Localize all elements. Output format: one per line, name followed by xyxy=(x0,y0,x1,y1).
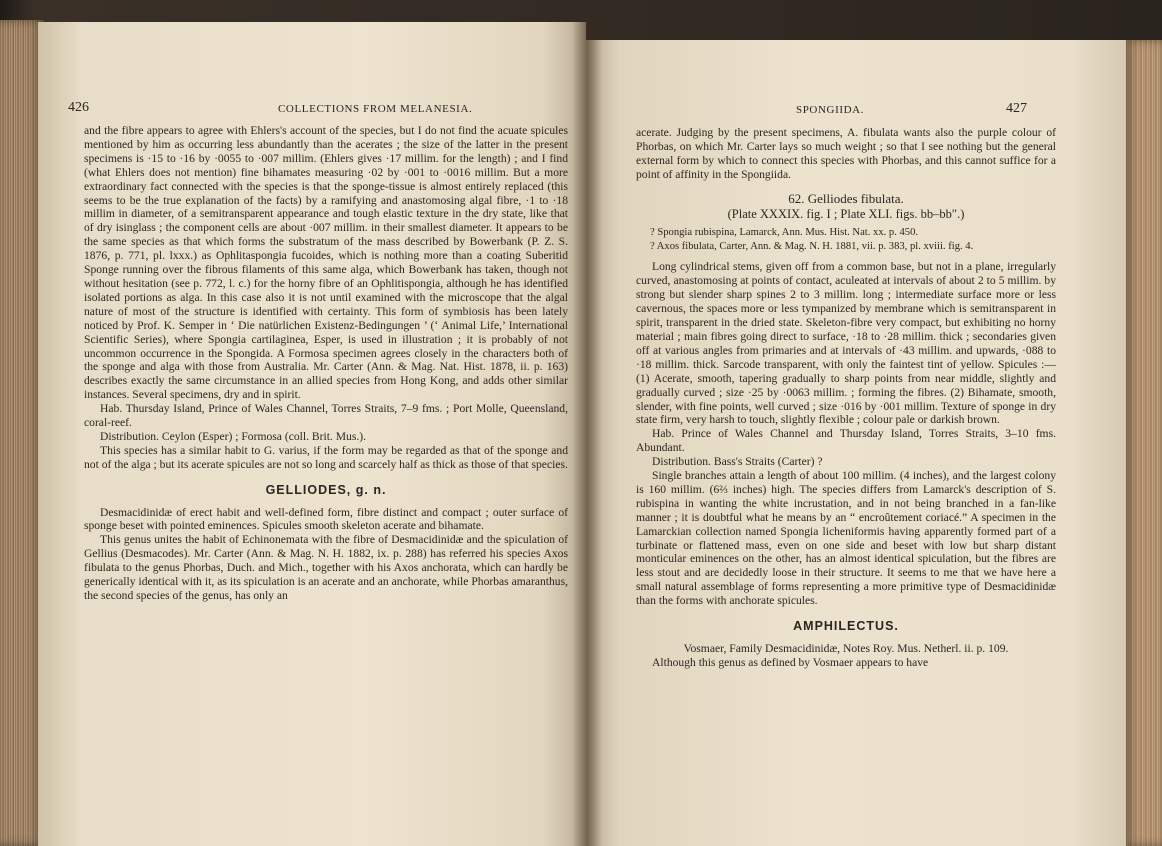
running-head-right: SPONGIIDA. xyxy=(796,104,865,116)
paragraph: Long cylindrical stems, given off from a common base, but not in a plane, irregularly curved, anastomosing at points of contact, aculeated at intervals of about 2 to 5 millim. by strong but slender sharp spines 2 to 3 millim. long ; intermediate surface more or less cavernous, the spaces more or less tympanized by membrane which is semitransparent in spirit, transparent in the dried state. Skeleton-fibre very compact, but exhibiting no horny material ; main fibres going direct to surface, ·18 to ·28 millim. thick ; secondaries given off at various angles from primaries and at intervals of ·43 millim. and upwards, ·088 to ·18 millim. thick. Sarcode transparent, with only the faintest tint of yellow. Spicules :—(1) Acerate, smooth, tapering gradually to sharp points from near middle, slightly and gradually curved ; size ·25 by ·0063 millim. ; forming the fibres. (2) Bihamate, smooth, slender, with fine points, well curved ; size ·016 by ·001 millim. Texture of sponge in dry state firm, very harsh to touch, slightly flexible ; colour pale or darkish brown. xyxy=(636,260,1056,427)
habitat-line: Hab. Thursday Island, Prince of Wales Channel, Torres Straits, 7–9 fms. ; Port Molle, Queensland, coral-reef. xyxy=(84,402,568,430)
page-number-left: 426 xyxy=(68,100,89,115)
synonym: ? Axos fibulata, Carter, Ann. & Mag. N. H. 1881, vii. p. 383, pl. xviii. fig. 4. xyxy=(650,240,974,252)
left-text-column xyxy=(84,124,568,603)
right-text-column xyxy=(636,126,1056,670)
distribution-line: Distribution. Ceylon (Esper) ; Formosa (coll. Brit. Mus.). xyxy=(100,429,366,443)
synonym: ? Spongia rubispina, Lamarck, Ann. Mus. Hist. Nat. xx. p. 450. xyxy=(650,227,919,239)
paragraph: Although this genus as defined by Vosmaer appears to have xyxy=(652,655,929,669)
paragraph: Desmacidinidæ of erect habit and well-defined form, fibre distinct and compact ; outer surface of sponge beset with pointed eminences. Spicules smooth skeleton acerate and bihamate. xyxy=(84,505,568,533)
left-page xyxy=(38,22,586,846)
right-page xyxy=(586,40,1126,846)
habitat-line: Hab. Prince of Wales Channel and Thursday Island, Torres Straits, 3–10 fms. Abundant. xyxy=(636,427,1056,455)
book-gutter xyxy=(572,22,602,846)
paragraph: This genus unites the habit of Echinonemata with the fibre of Desmacidinidæ and the spiculation of Gellius (Desmacodes). Mr. Carter (Ann. & Mag. N. H. 1882, ix. p. 288) has referred his species Axos fibulata to the genus Phorbas, Duch. and Mich., together with his Axos anchorata, which can hardly be generically identical with it, as its spiculation is an acerate and an anchorate, while Phorbas amaranthus, the second species of the genus, has only an xyxy=(84,533,568,602)
section-reference: Vosmaer, Family Desmacidinidæ, Notes Roy. Mus. Netherl. ii. p. 109. xyxy=(683,642,1009,655)
plate-reference: (Plate XXXIX. fig. I ; Plate XLI. figs. bb–bb″.) xyxy=(727,206,965,221)
distribution-line: Distribution. Bass's Straits (Carter) ? xyxy=(652,455,823,469)
section-title: AMPHILECTUS. xyxy=(793,619,899,634)
paragraph: and the fibre appears to agree with Ehlers's account of the species, but I do not find the acuate spicules mentioned by him as occurring less abundantly than the acerates ; the size of the latter in the present specimens is ·15 to ·16 by ·0055 to ·007 millim. (Ehlers gives ·17 millim. for the length) ; and I find (what Ehlers does not mention) fine bihamates measuring ·02 by ·001 to ·0016 millim. But a more extraordinary fact connected with the species is that the sponge-tissue is almost entirely replaced (this seems to be the true explanation of the facts) by a ramifying and anastomosing algal fibre, ·1 to ·18 millim in diameter, of a semitransparent appearance and tough elastic texture in the dry state, like that of dry isinglass ; the component cells are about ·007 millim. in their smallest diameter. It appears to be the same species as that which forms the substratum of the mass described by Bowerbank (P. Z. S. 1876, p. 771, pl. lxxx.) as Ophlitaspongia fucoides, which is nothing more than a coating Suberitid Sponge running over the fibrous filaments of this same alga, which Bowerbank has taken, though not without hesitation (see p. 772, l. c.) for the horny fibre of an Ophlitispongia, although he has identified isolated portions as alga. In this case also it is not until examined with the microscope that the algal nature of most of the structure is identified with certainty. This form of symbiosis has been lately noticed by Prof. K. Semper in ‘ Die natürlichen Existenz-Bedingungen ’ (‘ Animal Life,’ International Scientific Series), where Spongia cartilaginea, Esper, is used in illustration ; it is probably of not uncommon occurrence in the Spongida. A Formosa specimen agrees closely in the characters both of the sponge and alga with those from Australia. Mr. Carter (Ann. & Mag. Nat. Hist. 1878, ii. p. 163) describes exactly the same circumstance in an allied species from Hong Kong, and adds other similar instances. Several specimens, dry and in spirit. xyxy=(84,124,568,402)
paragraph: acerate. Judging by the present specimens, A. fibulata wants also the purple colour of Phorbas, on which Mr. Carter lays so much weight ; so that I see nothing but the general external form by which to connect this species with Phorbas, and this cannot suffice for a point of affinity in the Spongiida. xyxy=(636,126,1056,181)
right-page-edges xyxy=(1124,40,1162,846)
paragraph: Single branches attain a length of about 100 millim. (4 inches), and the largest colony is 160 millim. (6⅔ inches) high. The species differs from Lamarck's description of S. rubispina in wanting the white incrustation, and in not being branched in a fan-like manner ; it is doubtful what he means by an “ encroûtement coriacé.” A specimen in the Lamarckian collection named Spongia licheniformis having apparently formed part of a turbinate or flattened mass, even on one side and beset with low but sharp distant monticular eminences on the other, has an almost identical spiculation, but the fibres are less stout and are decidedly loose in their structure. It seems to me that we have here a small natural assemblage of forms representing a more primitive type of Desmacidinidæ than the forms with anchorate spicules. xyxy=(636,469,1056,608)
species-title: 62. Gelliodes fibulata. xyxy=(788,190,904,206)
section-title: GELLIODES, g. n. xyxy=(265,482,387,497)
running-head-left: COLLECTIONS FROM MELANESIA. xyxy=(278,103,473,115)
page-number-right: 427 xyxy=(1006,101,1027,116)
paragraph: This species has a similar habit to G. varius, if the form may be regarded as that of the sponge and not of the alga ; but its acerate spicules are not so long and scarcely half as thick as those of that species. xyxy=(84,443,568,471)
